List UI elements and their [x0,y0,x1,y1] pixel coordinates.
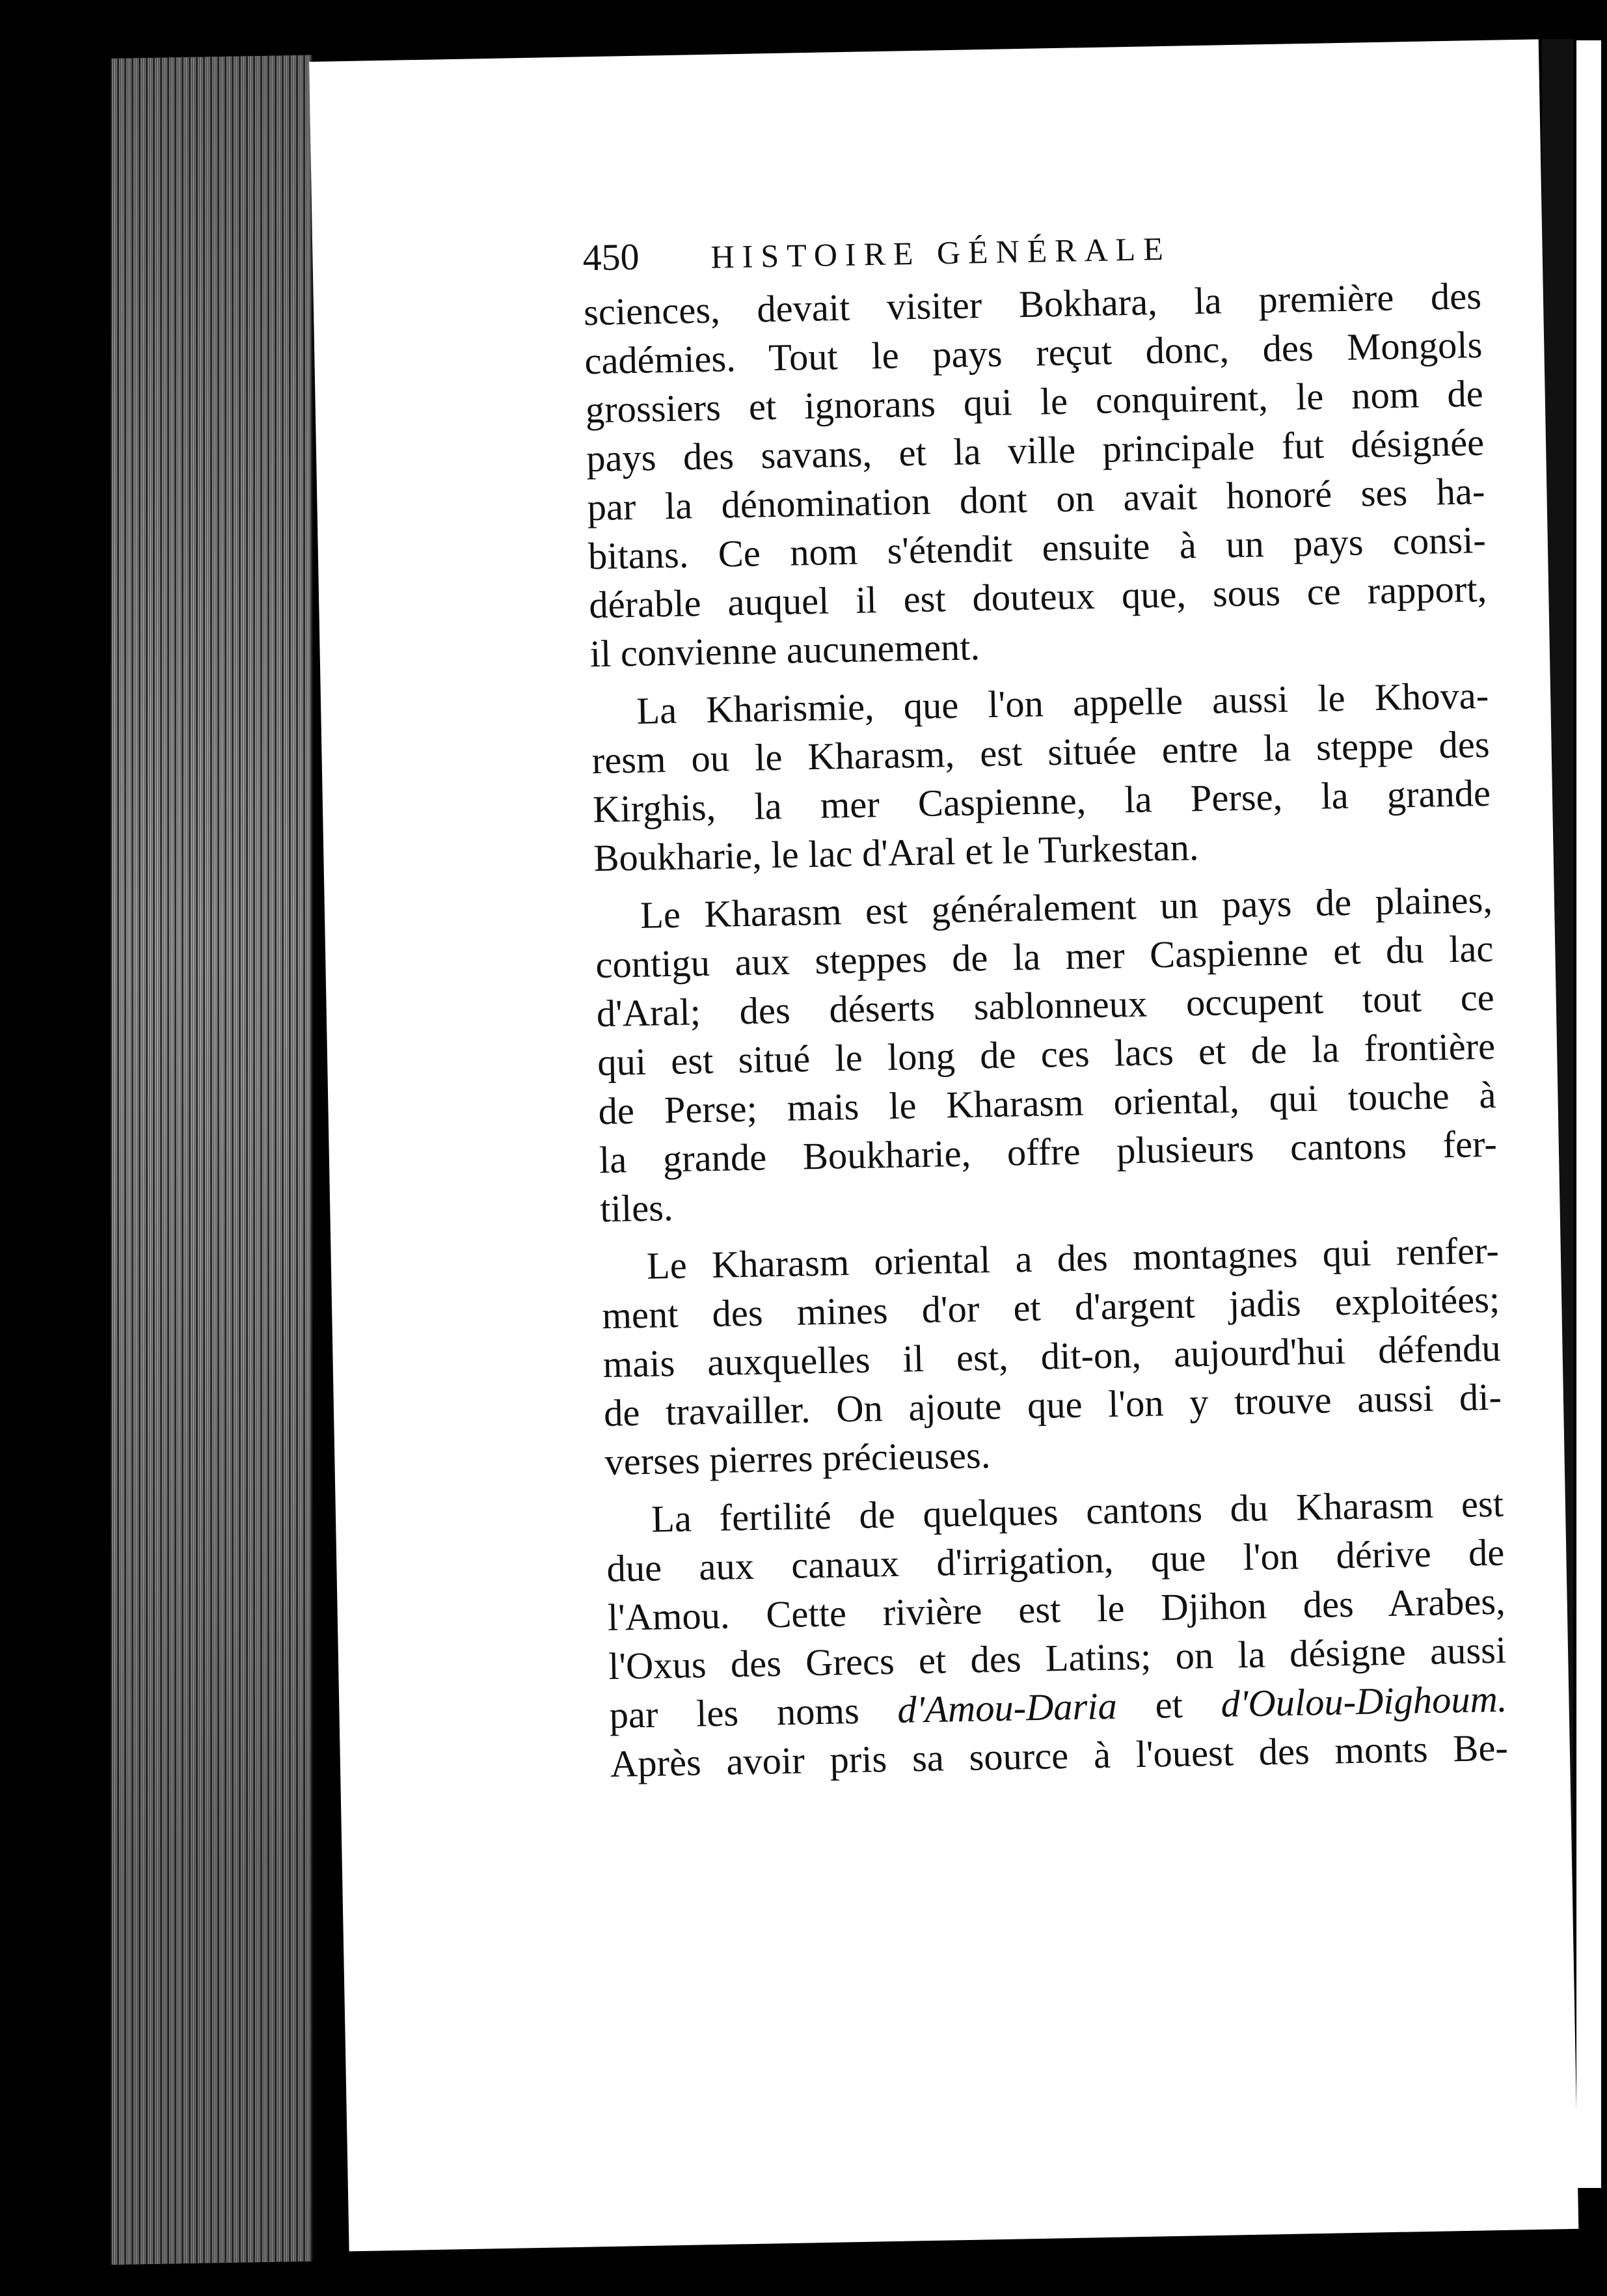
text-line: contigu aux steppes de la mer Caspienne et du lac [595,927,1494,987]
italic-place-name: d'Oulou-Dighoum. [1221,1677,1508,1725]
text-line: dérable auquel il est douteux que, sous ce rapport, [588,567,1487,627]
text-line: verses pierres précieuses. [604,1434,991,1484]
running-title: HISTOIRE GÉNÉRALE [710,230,1172,275]
text-line: par la dénomination dont on avait honoré ses ha- [587,469,1485,529]
paragraph [594,875,1498,1233]
text-line: l'Amou. Cette rivière est le Djihon des Arabes, [607,1579,1506,1639]
paragraph [583,271,1488,678]
text-line: il convienne aucunement. [589,625,980,676]
text-segment: par les noms [609,1688,898,1736]
page-text [582,219,1508,1788]
paragraph [601,1226,1503,1486]
paragraph [605,1479,1508,1788]
text-line: tiles. [599,1186,674,1231]
text-line: Le Kharasm oriental a des montagnes qui renfer- [646,1229,1500,1287]
text-line: mais auxquelles il est, dit-on, aujourd'hui défendu [602,1326,1502,1386]
text-segment: et [1155,1683,1183,1727]
text-line: Après avoir pris sa source à l'ouest des monts Be- [610,1726,1509,1785]
text-line: l'Oxus des Grecs et des Latins; on la désigne aussi [608,1628,1507,1688]
paragraph [591,671,1492,882]
next-page-edge [1573,40,1601,2188]
text-line: ment des mines d'or et d'argent jadis exploitées; [601,1278,1500,1337]
text-line: bitans. Ce nom s'étendit ensuite à un pays consi- [587,518,1487,578]
text-line: La Kharismie, que l'on appelle aussi le Khova- [636,674,1489,732]
text-line: la grande Boukharie, offre plusieurs cantons fer- [599,1122,1498,1182]
italic-place-name: d'Amou-Daria [897,1684,1118,1731]
book-page-edges [111,55,312,2265]
text-line: due aux canaux d'irrigation, que l'on dérive de [606,1531,1505,1590]
text-line: Boukharie, le lac d'Aral et le Turkestan. [593,826,1199,880]
text-line: qui est situé le long de ces lacs et de la frontière [597,1024,1496,1084]
text-line: pays des savans, et la ville principale fut désignée [586,421,1485,480]
text-line: de travailler. On ajoute que l'on y trouve aussi di- [603,1375,1502,1435]
book-page [309,39,1578,2251]
text-line: Le Kharasm est généralement un pays de plaines, [640,878,1493,936]
text-line: grossiers et ignorans qui le conquirent, le nom de [585,372,1484,431]
text-line: La fertilité de quelques cantons du Kharasm est [651,1482,1504,1540]
text-line: de Perse; mais le Kharasm oriental, qui touche à [598,1073,1496,1133]
page-number: 450 [582,235,640,279]
text-line: sciences, devait visiter Bokhara, la première des [583,275,1482,334]
text-line: resm ou le Kharasm, est située entre la steppe des [591,722,1491,782]
text-line: Kirghis, la mer Caspienne, la Perse, la grande [592,771,1491,831]
text-line: d'Aral; des déserts sablonneux occupent tout ce [596,976,1495,1035]
text-line: cadémies. Tout le pays reçut donc, des Mongols [584,323,1483,383]
